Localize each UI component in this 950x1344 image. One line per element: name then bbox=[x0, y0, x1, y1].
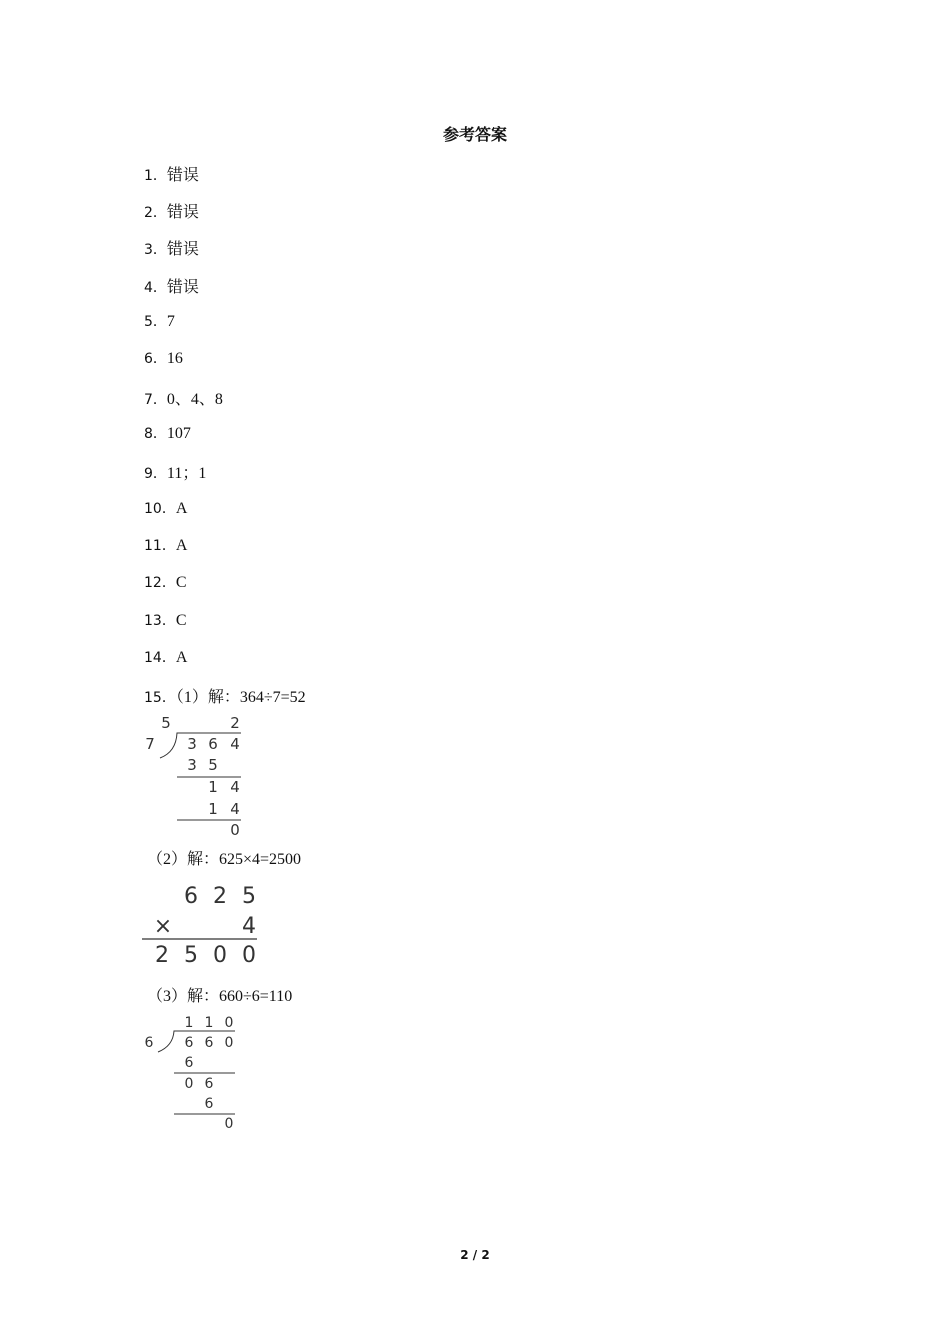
answer-item bbox=[144, 236, 199, 259]
multiplier-digit: 4 bbox=[242, 914, 256, 939]
answer-item bbox=[144, 311, 175, 331]
item-text: 错误 bbox=[166, 167, 199, 184]
item-number: 10． bbox=[144, 501, 176, 517]
product-digit: 0 bbox=[213, 943, 227, 968]
item-text: 107 bbox=[166, 425, 191, 442]
item-number: 7． bbox=[144, 392, 167, 408]
quotient-digit: 0 bbox=[224, 1015, 234, 1031]
item-number: 8． bbox=[144, 426, 167, 442]
multiply-sign: × bbox=[153, 914, 173, 939]
quotient-digit: 5 bbox=[161, 714, 171, 732]
step-digit: 3 bbox=[187, 756, 197, 774]
answer-item bbox=[144, 647, 187, 667]
answer-item bbox=[144, 423, 191, 443]
dividend-digit: 6 bbox=[208, 735, 218, 753]
product-digit: 5 bbox=[184, 943, 198, 968]
item-number: 4． bbox=[144, 280, 167, 296]
division-bracket bbox=[158, 1031, 235, 1052]
item-number: 14． bbox=[144, 650, 176, 666]
item-text: 11；1 bbox=[166, 465, 207, 482]
answer-item bbox=[144, 348, 183, 368]
step-digit: 6 bbox=[204, 1096, 214, 1112]
remainder-digit: 0 bbox=[184, 1076, 194, 1092]
item-text: 错误 bbox=[166, 279, 199, 296]
quotient-digit: 2 bbox=[230, 714, 240, 732]
item-number: 12． bbox=[144, 575, 176, 591]
step-digit: 5 bbox=[208, 756, 218, 774]
sub-answer-2: （2）解：625×4=2500 bbox=[147, 851, 302, 868]
answer-item bbox=[144, 610, 187, 630]
step-digit: 6 bbox=[184, 1055, 194, 1071]
item-text: 错误 bbox=[166, 241, 199, 258]
item-number: 5． bbox=[144, 314, 167, 330]
page-number: 2 / 2 bbox=[460, 1248, 490, 1262]
answer-item bbox=[144, 498, 187, 518]
item-number: 3． bbox=[144, 242, 167, 258]
answer-item bbox=[144, 684, 306, 707]
item-text: C bbox=[175, 612, 187, 629]
item-text: 7 bbox=[166, 313, 175, 330]
item-number: 2． bbox=[144, 205, 167, 221]
item-text: C bbox=[175, 574, 187, 591]
dividend-digit: 6 bbox=[204, 1035, 214, 1051]
item-text: 错误 bbox=[166, 204, 199, 221]
quotient-digit: 1 bbox=[204, 1015, 214, 1031]
dividend-digit: 3 bbox=[187, 735, 197, 753]
multiplication-625-by-4 bbox=[140, 878, 270, 970]
item-number: 13． bbox=[144, 613, 176, 629]
division-bracket bbox=[160, 733, 241, 758]
divisor: 6 bbox=[144, 1035, 154, 1051]
item-text: A bbox=[175, 649, 188, 666]
answer-item bbox=[144, 274, 199, 297]
dividend-digit: 0 bbox=[224, 1035, 234, 1051]
quotient-digit: 1 bbox=[184, 1015, 194, 1031]
item-text: 0、4、8 bbox=[166, 391, 223, 408]
final-remainder: 0 bbox=[230, 821, 240, 839]
multiplicand-digit: 6 bbox=[184, 884, 198, 909]
product-digit: 2 bbox=[155, 943, 169, 968]
item-number: 9． bbox=[144, 466, 167, 482]
sub-answer-3: （3）解：660÷6=110 bbox=[147, 988, 293, 1005]
dividend-digit: 4 bbox=[230, 735, 240, 753]
item-number: 15． bbox=[144, 690, 176, 706]
final-remainder: 0 bbox=[224, 1116, 234, 1132]
multiplicand-digit: 2 bbox=[213, 884, 227, 909]
divisor: 7 bbox=[145, 735, 155, 753]
answer-item bbox=[144, 162, 199, 185]
item-text: A bbox=[175, 537, 188, 554]
answer-item bbox=[144, 386, 223, 409]
page-title: 参考答案 bbox=[442, 125, 507, 144]
answer-item bbox=[144, 572, 187, 592]
multiplicand-digit: 5 bbox=[242, 884, 256, 909]
long-division-660-by-6 bbox=[140, 1008, 250, 1134]
item-text: 16 bbox=[166, 350, 183, 367]
item-number: 6． bbox=[144, 351, 167, 367]
item-number: 11． bbox=[144, 538, 176, 554]
answer-item bbox=[144, 199, 199, 222]
product-digit: 0 bbox=[242, 943, 256, 968]
item-text: （1）解：364÷7=52 bbox=[175, 689, 306, 706]
answer-item bbox=[144, 460, 206, 483]
answer-item bbox=[144, 535, 187, 555]
remainder-digit: 6 bbox=[204, 1076, 214, 1092]
step-digit: 1 bbox=[208, 800, 218, 818]
long-division-364-by-7 bbox=[140, 708, 260, 840]
remainder-digit: 4 bbox=[230, 778, 240, 796]
remainder-digit: 1 bbox=[208, 778, 218, 796]
item-text: A bbox=[175, 500, 188, 517]
dividend-digit: 6 bbox=[184, 1035, 194, 1051]
item-number: 1． bbox=[144, 168, 167, 184]
step-digit: 4 bbox=[230, 800, 240, 818]
